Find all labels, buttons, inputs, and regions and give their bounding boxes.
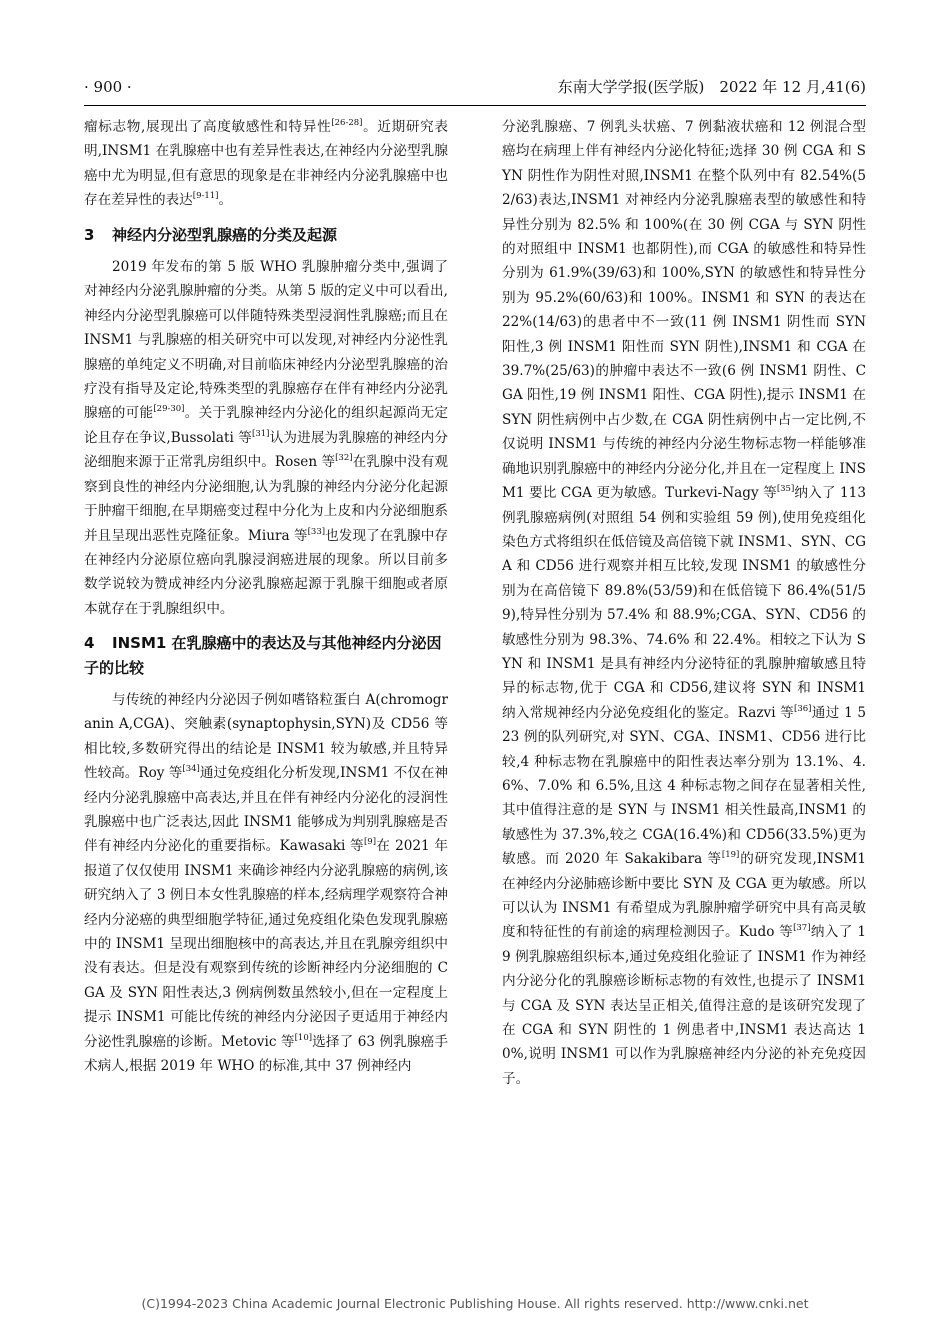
journal-citation: 东南大学学报(医学版) 2022 年 12 月,41(6) — [557, 78, 866, 96]
citation[interactable]: [9-11] — [192, 191, 219, 202]
right-column — [502, 115, 866, 1091]
citation[interactable]: [29-30] — [153, 404, 185, 415]
paragraph: 2019 年发布的第 5 版 WHO 乳腺肿瘤分类中,强调了对神经内分泌乳腺肿瘤的分类。从第 5 版的定义中可以看出,神经内分泌型乳腺癌可以伴随特殊类型浸润性乳腺癌;而且在 INSM1 与乳腺癌的相关研究中可以发现,对神经内分泌性乳腺癌的单纯定义不明确,对目前临床神经内分泌型乳腺癌的治疗没有指导及定论,特殊类型的乳腺癌存在伴有神经内分泌乳腺癌的可能[29-30]。关于乳腺神经内分泌化的组织起源尚无定论且存在争议,Bussolati 等[31]认为进展为乳腺癌的神经内分泌细胞来源于正常乳房组织中。Rosen 等[32]在乳腺中没有观察到良性的神经内分泌细胞,认为乳腺的神经内分泌分化起源于肿瘤干细胞,在早期癌变过程中分化为上皮和内分泌细胞系并且呈现出恶性克隆征象。Miura 等[33]也发现了在乳腺中存在神经内分泌原位癌向乳腺浸润癌进展的现象。所以目前多数学说较为赞成神经内分泌乳腺癌起源于乳腺干细胞或者原本就存在于乳腺组织中。 — [84, 259, 449, 617]
paragraph: 瘤标志物,展现出了高度敏感性和特异性[26-28]。近期研究表明,INSM1 在乳腺癌中也有差异性表达,在神经内分泌型乳腺癌中尤为明显,但有意思的现象是在非神经内分泌乳腺癌中也存在差异性的表达[9-11]。 — [84, 118, 448, 209]
copyright-footer: (C)1994-2023 China Academic Journal Electronic Publishing House. All rights reserved. http://www.cnki.net — [141, 1296, 809, 1311]
citation[interactable]: [37] — [793, 923, 811, 934]
citation[interactable]: [33] — [307, 526, 326, 537]
paragraph: 分泌乳腺癌、7 例乳头状癌、7 例黏液状癌和 12 例混合型癌均在病理上伴有神经内分泌化特征;选择 30 例 CGA 和 SYN 阴性作为阴性对照,INSM1 在整个队列中有 82.54%(52/63)表达,INSM1 对神经内分泌乳腺癌表型的敏感性和特异性分别为 82.5% 和 100%(在 30 例 CGA 与 SYN 阴性的对照组中 INSM1 也都阴性),而 CGA 的敏感性和特异性分别为 61.9%(39/63)和 100%,SYN 的敏感性和特异性分别为 95.2%(60/63)和 100%。INSM1 和 SYN 的表达在 22%(14/63)的患者中不一致(11 例 INSM1 阴性而 SYN 阳性,3 例 INSM1 阳性而 SYN 阴性),INSM1 和 CGA 在 39.7%(25/63)的肿瘤中表达不一致(6 例 INSM1 阴性、CGA 阳性,19 例 INSM1 阳性、CGA 阴性),提示 INSM1 在 SYN 阴性病例中占少数,在 CGA 阴性病例中占一定比例,不仅说明 INSM1 与传统的神经内分泌生物标志物一样能够准确地识别乳腺癌中的神经内分泌分化,并且在一定程度上 INSM1 要比 CGA 更为敏感。Turkevi-Nagy 等[35]纳入了 113 例乳腺癌病例(对照组 54 例和实验组 59 例),使用免疫组化染色方式将组织在低倍镜及高倍镜下就 INSM1、SYN、CGA 和 CD56 进行观察并相互比较,发现 INSM1 的敏感性分别为在高倍镜下 89.8%(53/59)和在低倍镜下 86.4%(51/59),特异性分别为 57.4% 和 88.9%;CGA、SYN、CD56 的敏感性分别为 98.3%、74.6% 和 22.4%。相较之下认为 SYN 和 INSM1 是具有神经内分泌特征的乳腺肿瘤敏感且特异的标志物,优于 CGA 和 CD56,建议将 SYN 和 INSM1 纳入常规神经内分泌免疫组化的鉴定。Razvi 等[36]通过 1 523 例的队列研究,对 SYN、CGA、INSM1、CD56 进行比较,4 种标志物在乳腺癌中的阳性表达率分别为 13.1%、4.6%、7.0% 和 6.5%,且这 4 种标志物之间存在显著相关性,其中值得注意的是 SYN 与 INSM1 相关性最高,INSM1 的敏感性为 37.3%,较之 CGA(16.4%)和 CD56(33.5%)更为敏感。而 2020 年 Sakakibara 等[19]的研究发现,INSM1 在神经内分泌肺癌诊断中要比 SYN 及 CGA 更为敏感。所以可以认为 INSM1 有希望成为乳腺肿瘤学研究中具有高灵敏度和特征性的有前途的病理检测因子。Kudo 等[37]纳入了 19 例乳腺癌组织标本,通过免疫组化验证了 INSM1 作为神经内分泌分化的乳腺癌诊断标志物的有效性,也提示了 INSM1 与 CGA 及 SYN 表达呈正相关,值得注意的是该研究发现了在 CGA 和 SYN 阴性的 1 例患者中,INSM1 表达高达 10%,说明 INSM1 可以作为乳腺癌神经内分泌的补充免疫因子。 — [502, 119, 867, 1087]
citation[interactable]: [19] — [721, 850, 740, 861]
paragraph: 与传统的神经内分泌因子例如嗜铬粒蛋白 A(chromogranin A,CGA)、突触素(synaptophysin,SYN)及 CD56 等相比较,多数研究得出的结论是 INSM1 较为敏感,并且特异性较高。Roy 等[34]通过免疫组化分析发现,INSM1 不仅在神经内分泌乳腺癌中高表达,并且在伴有神经内分泌化的浸润性乳腺癌中也广泛表达,因此 INSM1 能够成为判别乳腺癌是否伴有神经内分泌化的重要指标。Kawasaki 等[9]在 2021 年报道了仅仅使用 INSM1 来确诊神经内分泌乳腺癌的病例,该研究纳入了 3 例日本女性乳腺癌的样本,经病理学观察符合神经内分泌癌的典型细胞学特征,通过免疫组化染色发现乳腺癌中的 INSM1 呈现出细胞核中的高表达,并且在乳腺旁组织中没有表达。但是没有观察到传统的诊断神经内分泌细胞的 CGA 及 SYN 阳性表达,3 例病例数虽然较小,但在一定程度上提示 INSM1 可能比传统的神经内分泌因子更适用于神经内分泌性乳腺癌的诊断。Metovic 等[10]选择了 63 例乳腺癌手术病人,根据 2019 年 WHO 的标准,其中 37 例神经内 — [84, 691, 448, 1075]
citation[interactable]: [32] — [335, 453, 353, 464]
citation[interactable]: [9] — [363, 837, 377, 848]
page-number: · 900 · — [84, 78, 132, 96]
citation[interactable]: [26-28] — [331, 118, 363, 128]
header-rule — [84, 105, 866, 106]
section-heading-4: 4 INSM1 在乳腺癌中的表达及与其他神经内分泌因子的比较 — [84, 634, 442, 677]
citation[interactable]: [36] — [794, 703, 812, 714]
citation[interactable]: [35] — [776, 484, 795, 495]
citation[interactable]: [10] — [294, 1032, 313, 1043]
section-heading-3: 3 神经内分泌型乳腺癌的分类及起源 — [84, 225, 338, 244]
citation[interactable]: [31] — [252, 428, 270, 439]
citation[interactable]: [34] — [182, 764, 200, 775]
running-header — [84, 74, 866, 100]
left-column — [84, 115, 448, 1078]
